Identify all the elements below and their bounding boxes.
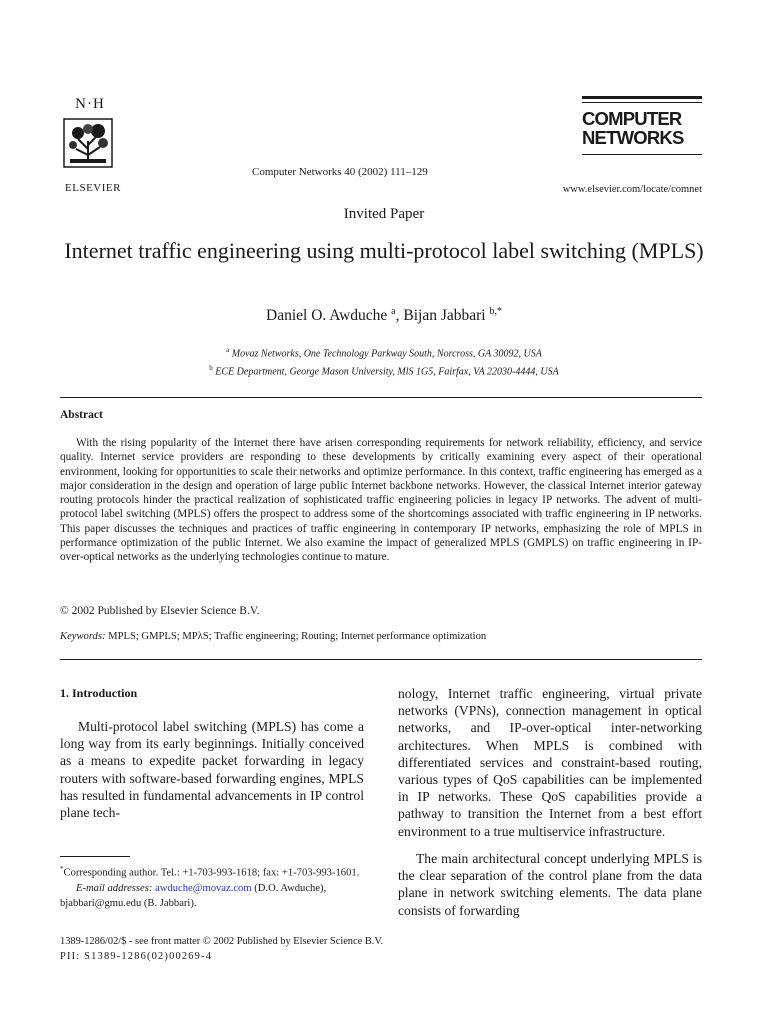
author-name: Bijan Jabbari: [403, 307, 486, 325]
email-owner: (D.O. Awduche),: [251, 882, 327, 894]
abstract-heading: Abstract: [60, 409, 103, 421]
abstract-rule-bottom: [60, 659, 702, 660]
email-note-2: bjabbari@gmu.edu (B. Jabbari).: [60, 897, 197, 909]
keywords: [60, 631, 702, 642]
footnote-rule: [60, 856, 130, 857]
affiliation-text: Movaz Networks, One Technology Parkway South, Norcross, GA 30092, USA: [231, 348, 542, 360]
affiliations: [0, 343, 768, 380]
pii-identifier: PII: S1389-1286(02)00269-4: [60, 951, 213, 962]
publisher-name: ELSEVIER: [65, 182, 121, 194]
keywords-label: Keywords:: [60, 631, 106, 642]
affiliation-mark: b: [209, 364, 213, 373]
paper-type: Invited Paper: [343, 206, 425, 222]
author-name: Daniel O. Awduche: [266, 307, 388, 325]
paper-title: Internet traffic engineering using multi-protocol label switching (MPLS): [64, 238, 704, 263]
affiliation-a: [0, 343, 768, 361]
body-paragraph: nology, Internet traffic engineering, virtual private networks (VPNs), connection management in optical networks, and IP-over-optical inter-networking architectures. When MPLS is combined with differentiated services and constraint-based routing, various types of QoS capabilities can be implemented in IP networks. These QoS capabilities provide a pathway to transition the Internet from a best effort environment to a true multiservice infrastructure.: [398, 686, 702, 839]
affiliation-b: [0, 361, 768, 379]
body-paragraph: Multi-protocol label switching (MPLS) has come a long way from its early beginnings. Initially conceived as a means to expedite packet forwarding in legacy routers with software-based forwarding engines, MPLS has resulted in fundamental advancements in IP control plane tech-: [60, 719, 364, 821]
email-label: E-mail addresses:: [76, 882, 153, 894]
abstract-rule-top: [60, 397, 702, 398]
affiliation-text: ECE Department, George Mason University, MlS 1G5, Fairfax, VA 22030-4444, USA: [215, 366, 559, 378]
journal-rule-bottom: [582, 154, 702, 155]
page-footer: [60, 934, 383, 964]
author-separator: ,: [395, 307, 404, 325]
affiliation-mark: a: [226, 346, 230, 354]
email-note: [60, 881, 364, 896]
corresponding-author-note: [60, 862, 364, 881]
journal-citation: Computer Networks 40 (2002) 111–129: [252, 166, 428, 178]
footnote-text: Corresponding author. Tel.: +1-703-993-1618; fax: +1-703-993-1601.: [63, 867, 360, 879]
footnote: [60, 862, 364, 911]
publisher-mark: N·H: [75, 96, 105, 112]
journal-rule-thin: [582, 102, 702, 103]
journal-title: [582, 109, 702, 147]
body-paragraph: The main architectural concept underlying MPLS is the clear separation of the control plane from the data plane in network switching elements. The data plane consists of forwarding: [398, 851, 702, 918]
abstract-body: With the rising popularity of the Internet there have arisen corresponding requirements for network reliability, efficiency, and service quality. Internet service providers are responding to these developments by critically examining every aspect of their operational environment, looking for opportunities to scale their networks and optimize performance. In this context, traffic engineering has emerged as a major consideration in the design and operation of large public Internet backbone networks. However, the classical Internet interior gateway routing protocols hinder the practical realization of sophisticated traffic engineering policies in legacy IP networks. The advent of multi-protocol label switching (MPLS) offers the prospect to address some of the shortcomings associated with traffic engineering in IP networks. This paper discusses the techniques and practices of traffic engineering in contemporary IP networks, emphasizing the role of MPLS in performance optimization of the public Internet. We also examine the impact of generalized MPLS (GMPLS) on traffic engineering in IP-over-optical networks as the underlying technologies continue to mature.: [60, 437, 702, 564]
copyright-line: © 2002 Published by Elsevier Science B.V.: [60, 605, 260, 617]
author-list: [0, 306, 768, 325]
email-link[interactable]: awduche@movaz.com: [155, 882, 252, 894]
front-matter-note: 1389-1286/02/$ - see front matter © 2002 Published by Elsevier Science B.V.: [60, 936, 384, 947]
elsevier-tree-icon: [58, 115, 118, 175]
journal-logo: [582, 96, 702, 155]
section-heading: 1. Introduction: [60, 686, 138, 700]
footnote-mark: *: [60, 865, 64, 873]
journal-url[interactable]: www.elsevier.com/locate/comnet: [562, 184, 702, 195]
author-affiliation-mark: b,*: [489, 306, 502, 317]
journal-rule-top: [582, 96, 702, 99]
keywords-list: MPLS; GMPLS; MPλS; Traffic engineering; Routing; Internet performance optimization: [105, 631, 487, 642]
author-affiliation-mark: a: [391, 306, 396, 317]
journal-title-line1: COMPUTER: [582, 108, 682, 129]
journal-title-line2: NETWORKS: [582, 127, 684, 148]
publisher-logo: [58, 96, 128, 194]
